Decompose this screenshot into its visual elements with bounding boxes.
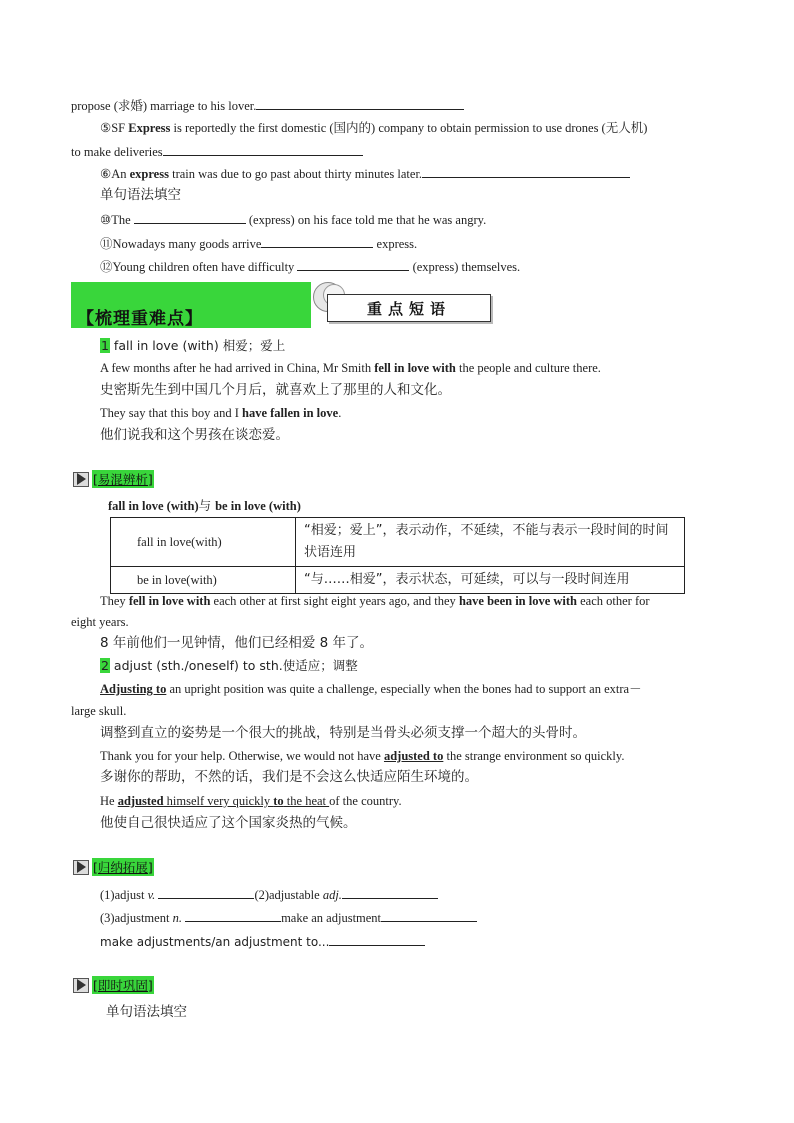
section-label: [易混辨析] xyxy=(93,472,153,487)
extension-row: (1)adjust v. (2)adjustable adj. xyxy=(100,885,438,904)
answer-blank[interactable] xyxy=(256,96,464,110)
answer-blank[interactable] xyxy=(297,257,409,271)
section-banner xyxy=(71,282,311,328)
exercise-line: propose (求婚) marriage to his lover. xyxy=(71,96,464,115)
answer-blank[interactable] xyxy=(261,234,373,248)
example-sentence-cont: large skull. xyxy=(71,704,127,718)
extension-row: (3)adjustment n. make an adjustment xyxy=(100,908,477,927)
answer-blank[interactable] xyxy=(134,210,246,224)
description-cell: “相爱；爱上”，表示动作，不延续，不能与表示一段时间的时间状语连用 xyxy=(296,518,685,567)
phrase-heading: 2 adjust (sth./oneself) to sth.使适应；调整 xyxy=(101,658,358,673)
banner-title: 【梳理重难点】 xyxy=(77,309,203,329)
section-header-consolidation xyxy=(73,976,154,994)
answer-blank[interactable] xyxy=(342,885,438,899)
example-sentence: A few months after he had arrived in China, Mr Smith fell in love with the people and culture there. xyxy=(100,361,601,375)
section-header-confusion xyxy=(73,470,154,488)
translation: 他使自己很快适应了这个国家炎热的气候。 xyxy=(100,815,357,831)
play-arrow-icon xyxy=(73,978,89,993)
section-label: [即时巩固] xyxy=(93,978,153,993)
exercise-line: ⑤SF Express is reportedly the first domestic (国内的) company to obtain permission to use drones (无人机) xyxy=(100,121,648,135)
translation: 8 年前他们一见钟情，他们已经相爱 8 年了。 xyxy=(100,635,374,651)
example-sentence: They fell in love with each other at first sight eight years ago, and they have been in love with each other for xyxy=(100,594,650,608)
section-label: [归纳拓展] xyxy=(93,860,153,875)
fill-title: 单句语法填空 xyxy=(106,1004,187,1020)
exercise-line: to make deliveries xyxy=(71,142,363,161)
term-cell: fall in love(with) xyxy=(111,518,296,567)
play-arrow-icon xyxy=(73,860,89,875)
question-11: ⑪Nowadays many goods arrive express. xyxy=(100,234,417,253)
example-sentence: He adjusted himself very quickly to the heat of the country. xyxy=(100,794,402,808)
fill-title: 单句语法填空 xyxy=(100,187,181,203)
example-sentence: Thank you for your help. Otherwise, we would not have adjusted to the strange environment so quickly. xyxy=(100,749,625,763)
question-12: ⑫Young children often have difficulty (express) themselves. xyxy=(100,257,520,276)
term-cell: be in love(with) xyxy=(111,567,296,594)
example-sentence: Adjusting to an upright position was quite a challenge, especially when the bones had to support an extra－ xyxy=(100,682,642,696)
translation: 调整到直立的姿势是一个很大的挑战，特别是当骨头必须支撑一个超大的头骨时。 xyxy=(100,725,586,741)
key-phrases-badge xyxy=(313,282,493,328)
answer-blank[interactable] xyxy=(381,908,477,922)
play-arrow-icon xyxy=(73,472,89,487)
table-row xyxy=(111,518,685,567)
translation: 多谢你的帮助，不然的话，我们是不会这么快适应陌生环境的。 xyxy=(100,769,478,785)
answer-blank[interactable] xyxy=(163,142,363,156)
example-sentence-cont: eight years. xyxy=(71,615,129,629)
exercise-line: ⑥An express train was due to go past about thirty minutes later. xyxy=(100,164,630,183)
comparison-title: fall in love (with)与 be in love (with) xyxy=(108,498,301,513)
question-10: ⑩The (express) on his face told me that he was angry. xyxy=(100,210,486,229)
description-cell: “与……相爱”，表示状态，可延续，可以与一段时间连用 xyxy=(296,567,685,594)
translation: 他们说我和这个男孩在谈恋爱。 xyxy=(100,427,289,443)
phrase-number: 2 xyxy=(101,658,109,673)
badge-label: 重点短语 xyxy=(366,300,451,318)
answer-blank[interactable] xyxy=(329,932,425,946)
section-header-extension xyxy=(73,858,154,876)
example-sentence: They say that this boy and I have fallen in love. xyxy=(100,406,342,420)
answer-blank[interactable] xyxy=(422,164,630,178)
comparison-table xyxy=(110,517,685,594)
translation: 史密斯先生到中国几个月后，就喜欢上了那里的人和文化。 xyxy=(100,382,451,398)
phrase-heading: 1 fall in love (with) 相爱；爱上 xyxy=(101,338,286,353)
phrase-number: 1 xyxy=(101,338,109,353)
extension-row: make adjustments/an adjustment to... xyxy=(100,932,425,951)
answer-blank[interactable] xyxy=(185,908,281,922)
answer-blank[interactable] xyxy=(158,885,254,899)
table-row xyxy=(111,567,685,594)
